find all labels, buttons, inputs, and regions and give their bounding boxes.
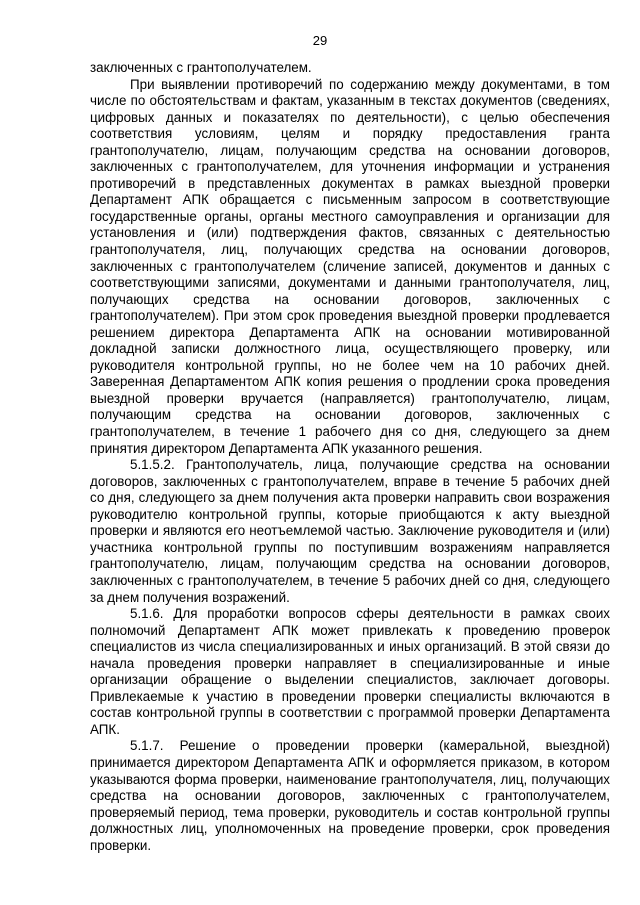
paragraph-continuation: заключенных с грантополучателем. bbox=[90, 60, 312, 75]
paragraph-5-1-5-2: 5.1.5.2. Грантополучатель, лица, получающие средства на основании договоров, заключенных с грантополучателем, вправе в течение 5 рабочих дней со дня, следующего за днем получения акта проверки направить свои возражения руководителю контрольной группы, которые приобщаются к акту выездной проверки и являются его неотъемлемой частью. Заключение руководителя и (или) участника контрольной группы по поступившим возражениям направляется грантополучателю, лицам, получающим средства на основании договоров, заключенных с грантополучателем, в течение 5 рабочих дней со дня, следующего за днем получения возражений. bbox=[90, 457, 610, 605]
paragraph-5-1-6: 5.1.6. Для проработки вопросов сферы деятельности в рамках своих полномочий Департамент АПК может привлекать к проведению проверок специалистов из числа специализированных и иных организаций. В этой связи до начала проведения проверки направляет в специализированные и иные организации обращение о выделении специалистов, заключает договоры. Привлекаемые к участию в проведении проверки специалисты включаются в состав контрольной группы в соответствии с программой проверки Департамента АПК. bbox=[90, 606, 610, 737]
page-number: 29 bbox=[312, 33, 328, 48]
document-body bbox=[90, 60, 610, 854]
paragraph-5-1-7: 5.1.7. Решение о проведении проверки (камеральной, выездной) принимается директором Департамента АПК и оформляется приказом, в котором указываются форма проверки, наименование грантополучателя, лиц, получающих средства на основании договоров, заключенных с грантополучателем, проверяемый период, тема проверки, руководитель и состав контрольной группы должностных лиц, уполномоченных на проведение проверки, срок проведения проверки. bbox=[90, 738, 610, 853]
paragraph-contradictions: При выявлении противоречий по содержанию между документами, в том числе по обстоятельствам и фактам, указанным в текстах документов (сведениях, цифровых данных и показателях по деятельности), с целью обеспечения соответствия условиям, целям и порядку предоставления гранта грантополучателю, лицам, получающим средства на основании договоров, заключенных с грантополучателем, для уточнения информации и устранения противоречий в представленных документах в рамках выездной проверки Департамент АПК обращается с письменным запросом в соответствующие государственные органы, органы местного самоуправления и организации для установления и (или) подтверждения фактов, связанных с деятельностью грантополучателя, лиц, получающих средства на основании договоров, заключенных с грантополучателем (сличение записей, документов и данных с соответствующими записями, документами и данными грантополучателя, лиц, получающих средства на основании договоров, заключенных с грантополучателем). При этом срок проведения выездной проверки продлевается решением директора Департамента АПК на основании мотивированной докладной записки должностного лица, осуществляющего проверку, или руководителя контрольной группы, но не более чем на 10 рабочих дней. Заверенная Департаментом АПК копия решения о продлении срока проведения выездной проверки вручается (направляется) грантополучателю, лицам, получающим средства на основании договоров, заключенных с грантополучателем, в течение 1 рабочего дня со дня, следующего за днем принятия директором Департамента АПК указанного решения. bbox=[90, 76, 610, 456]
